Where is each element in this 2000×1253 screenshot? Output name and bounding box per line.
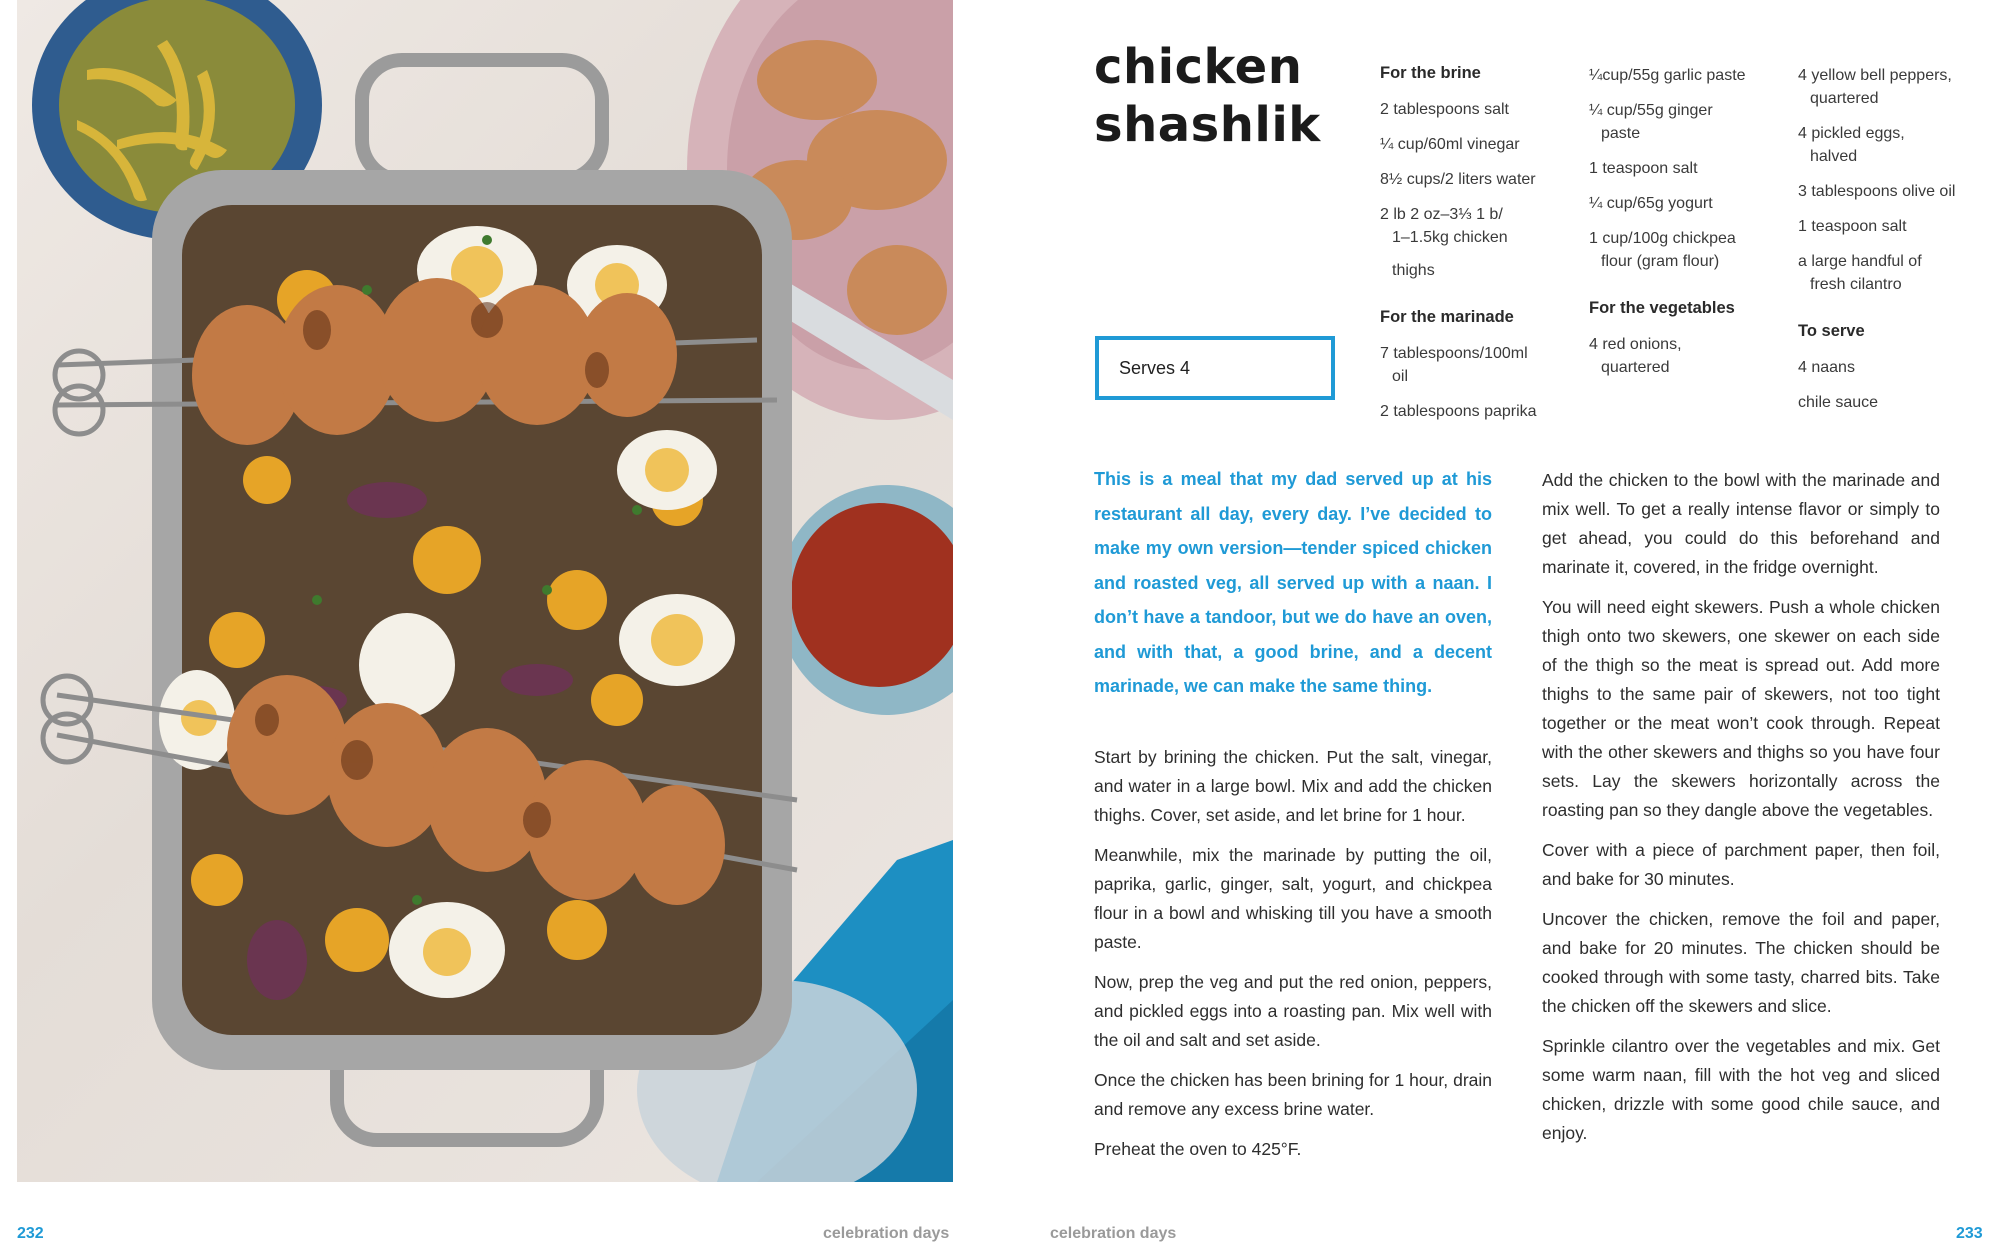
ingredient-item: 4 naans bbox=[1798, 359, 1855, 376]
ingredient-item: ¼cup/55g garlic paste bbox=[1589, 67, 1746, 84]
ingredient-item: chile sauce bbox=[1798, 394, 1879, 411]
ingredient-item: a large handful of fresh cilantro bbox=[1798, 253, 1922, 293]
ingredient-item: 4 red onions, quartered bbox=[1589, 336, 1682, 376]
method-step: Sprinkle cilantro over the vegetables and mix. Get some warm naan, fill with the hot veg and sliced chicken, drizzle with some good chile sauce, and enjoy. bbox=[1542, 1036, 1940, 1143]
section-label-left: celebration days bbox=[823, 1225, 950, 1242]
method-step: Uncover the chicken, remove the foil and paper, and bake for 20 minutes. The chicken should be cooked through with some tasty, charred bits. Take the chicken off the skewers and slice. bbox=[1542, 909, 1940, 1016]
recipe-title-line2: shashlik bbox=[1094, 97, 1321, 153]
ingredients-column-3 bbox=[1798, 64, 1998, 426]
method-step: Meanwhile, mix the marinade by putting the oil, paprika, garlic, ginger, salt, yogurt, and chickpea flour in a bowl and whisking till you have a smooth paste. bbox=[1094, 845, 1492, 952]
page-number-left: 232 bbox=[17, 1225, 44, 1242]
serve-heading: To serve bbox=[1798, 322, 1865, 340]
serves-label: Serves 4 bbox=[1119, 357, 1191, 378]
ingredients-column-1 bbox=[1380, 64, 1580, 435]
vegetables-heading: For the vegetables bbox=[1589, 299, 1735, 317]
method-column-right bbox=[1542, 466, 1940, 1159]
recipe-title bbox=[1094, 38, 1321, 154]
ingredients-column-2 bbox=[1589, 64, 1789, 391]
method-step: Cover with a piece of parchment paper, then foil, and bake for 30 minutes. bbox=[1542, 840, 1940, 889]
method-step: You will need eight skewers. Push a whole chicken thigh onto two skewers, one skewer on each side of the thigh so the meat is spread out. Add more thighs to the same pair of skewers, not too tight together or the meat won’t cook through. Repeat with the other skewers and thighs so you have four sets. Lay the skewers horizontally across the roasting pan so they dangle above the vegetables. bbox=[1542, 597, 1940, 820]
ingredient-item: 4 yellow bell peppers, quartered bbox=[1798, 67, 1952, 107]
method-step: Preheat the oven to 425°F. bbox=[1094, 1139, 1302, 1159]
ingredient-item: 2 tablespoons salt bbox=[1380, 101, 1509, 118]
ingredient-item: 2 lb 2 oz–3⅓ 1 b/ 1–1.5kg chicken thighs bbox=[1380, 206, 1508, 279]
page-number-right: 233 bbox=[1956, 1225, 1983, 1242]
ingredient-item: ¼ cup/55g ginger paste bbox=[1589, 102, 1713, 142]
brine-heading: For the brine bbox=[1380, 64, 1481, 82]
method-step: Start by brining the chicken. Put the salt, vinegar, and water in a large bowl. Mix and add the chicken thighs. Cover, set aside, and let brine for 1 hour. bbox=[1094, 747, 1492, 825]
ingredient-item: ¼ cup/60ml vinegar bbox=[1380, 136, 1520, 153]
ingredient-item: 7 tablespoons/100ml oil bbox=[1380, 345, 1528, 385]
method-step: Now, prep the veg and put the red onion, peppers, and pickled eggs into a roasting pan. Mix well with the oil and salt and set aside. bbox=[1094, 972, 1492, 1050]
recipe-title-line1: chicken bbox=[1094, 39, 1303, 95]
ingredient-item: 1 cup/100g chickpea flour (gram flour) bbox=[1589, 230, 1736, 270]
method-step: Add the chicken to the bowl with the marinade and mix well. To get a really intense flavor or simply to get ahead, you could do this beforehand and marinate it, covered, in the fridge overnight. bbox=[1542, 470, 1940, 577]
ingredient-item: 8½ cups/2 liters water bbox=[1380, 171, 1536, 188]
ingredient-item: 1 teaspoon salt bbox=[1589, 160, 1698, 177]
method-column-left bbox=[1094, 743, 1492, 1175]
recipe-photo bbox=[17, 0, 953, 1182]
ingredient-item: 1 teaspoon salt bbox=[1798, 218, 1907, 235]
ingredient-item: ¼ cup/65g yogurt bbox=[1589, 195, 1713, 212]
ingredient-item: 2 tablespoons paprika bbox=[1380, 403, 1537, 420]
serves-box bbox=[1095, 336, 1335, 400]
section-label-right: celebration days bbox=[1050, 1225, 1177, 1242]
ingredient-item: 4 pickled eggs, halved bbox=[1798, 125, 1905, 165]
ingredient-item: 3 tablespoons olive oil bbox=[1798, 183, 1956, 200]
photo-illustration bbox=[17, 0, 953, 1182]
marinade-heading: For the marinade bbox=[1380, 308, 1514, 326]
recipe-intro: This is a meal that my dad served up at his restaurant all day, every day. I’ve decided to make my own version—tender spiced chicken and roasted veg, all served up with a naan. I don’t have a tandoor, but we do have an oven, and with that, a good brine, and a decent marinade, we can make the same thing. bbox=[1094, 469, 1492, 696]
method-step: Once the chicken has been brining for 1 hour, drain and remove any excess brine water. bbox=[1094, 1070, 1492, 1119]
